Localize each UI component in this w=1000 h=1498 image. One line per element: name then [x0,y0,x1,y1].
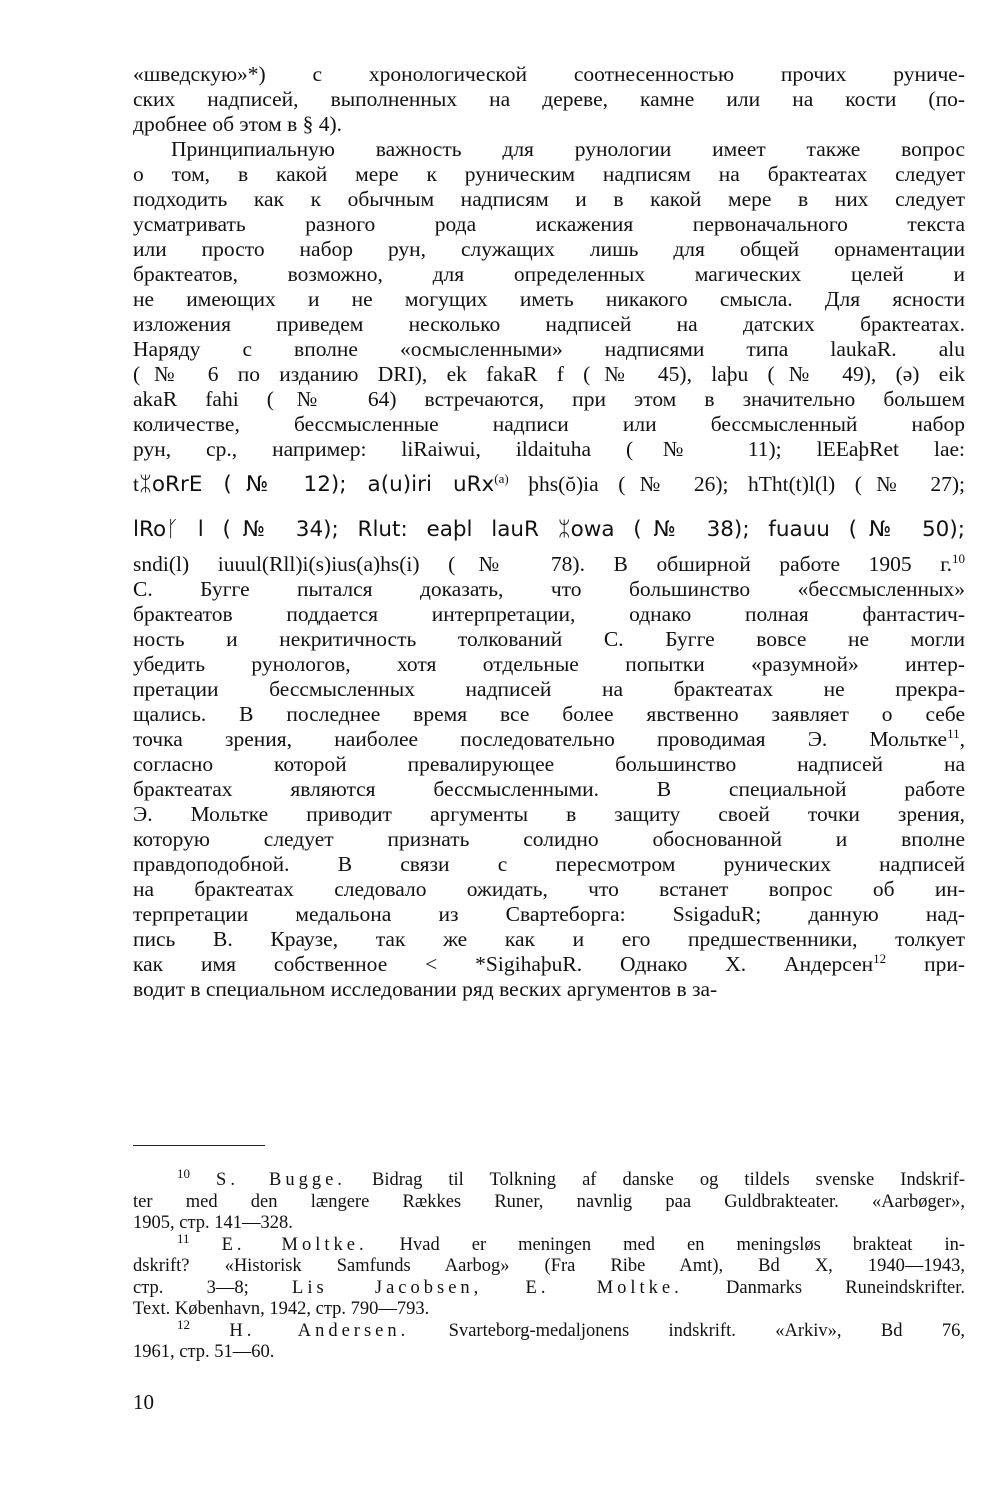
text-line: дробнее об этом в § 4). [133,112,343,136]
footnote-line [133,1278,965,1300]
text-line: подходить как к обычным надписям и в какой мере в них следует [133,187,965,211]
footnote-author: E. Moltke. [525,1277,683,1298]
text-line: согласно которой превалирующее большинство надписей на [133,752,965,776]
footnote-text: Svarteborg-medaljonens indskrift. «Arkiv», Bd 76, [448,1320,966,1341]
text-line [133,727,965,752]
footnote-text: стр. 3—8; [133,1277,249,1298]
text-line: на брактеатах следовало ожидать, что встанет вопрос об ин- [133,877,965,901]
footnote-text: Hvad er meningen med en meningsløs brakteat in- [399,1234,966,1255]
text-line: Принципиальную важность для рунологии имеет также вопрос [171,137,965,161]
footnote-author: E. Moltke. [221,1234,368,1255]
superscript: (a) [494,470,509,486]
footnote-author: H. Andersen. [229,1320,410,1341]
text-line: водит в специальном исследовании ряд веских аргументов в за- [133,977,718,1001]
bind-rune-glyph: ᛯoRrE (№ 12); a(u)iri uRx [138,472,495,497]
footnote-12 [133,1316,966,1343]
footnotes [133,1165,966,1364]
text-fragment: t [133,472,139,496]
text-line: усматривать разного рода искажения первоначального текста [133,212,965,236]
text-line: С. Бугге пытался доказать, что большинство «бессмысленных» [133,577,965,601]
footnote-ref: 12 [873,950,887,966]
footnote-ref: 11 [947,725,960,741]
text-fragment: , [959,727,965,751]
footnote-mark: 11 [177,1230,190,1246]
footnote-ref: 10 [952,550,965,566]
text-line: убедить рунологов, хотя отдельные попытки «разумной» интер- [133,652,965,676]
text-line: брактеатов, возможно, для определенных магических целей и [133,262,965,286]
footnote-author: Lis Jacobsen, [292,1277,483,1298]
text-line: пись В. Краузе, так же как и его предшественники, толкует [133,927,965,951]
text-line: рун, ср., например: liRaiwui, ildaituha (№ 11); lEEaþRet lae: [133,437,965,461]
text-line-runic [133,462,965,507]
footnote-text: 1905, стр. 141—328. [133,1213,293,1233]
footnote-mark: 12 [177,1316,190,1332]
footnote-text: ter med den længere Rækkes Runer, navnlig paa Guldbrakteater. «Aarbøger», [133,1191,965,1212]
footnote-divider [133,1145,265,1146]
footnote-text: Bidrag til Tolkning af danske og tildels svenske Indskrif- [371,1170,966,1190]
footnote-author: S. Bugge. [216,1170,346,1190]
text-line: или просто набор рун, служащих лишь для общей орнаментации [133,237,965,261]
text-line: щались. В последнее время все более явственно заявляет о себе [133,702,965,726]
text-line: Наряду с вполне «осмысленными» надписями типа laukaR. alu [133,337,965,361]
text-fragment: sndi(l) iuuul(Rll)i(s)ius(a)hs(i) (№ 78). В обширной работе 1905 г. [133,552,952,576]
bind-rune-glyph: ᛯowa (№ 38); fuauu (№ 50); [557,517,965,542]
text-fragment: как имя собственное < *SigihaþuR. Однако Х. Андерсен [133,952,874,976]
text-line: терпретации медальона из Свартеборга: SsigaduR; данную над- [133,902,965,926]
text-line: брактеатов поддается интерпретации, однако полная фантастич- [133,602,965,626]
footnote-mark: 10 [177,1165,190,1181]
footnote-10 [133,1165,966,1192]
text-line: (№ 6 по изданию DRI), ek fakaR f (№ 45), laþu (№ 49), (ǝ) eik [133,362,965,386]
footnote-11 [133,1230,966,1257]
text-line: которую следует признать солидно обоснованной и вполне [133,827,965,851]
text-line: Э. Мольтке приводит аргументы в защиту своей точки зрения, [133,802,965,826]
text-line: брактеатах являются бессмысленными. В специальной работе [133,777,965,801]
text-line: «шведскую»*) с хронологической соотнесенностью прочих руниче- [133,62,965,86]
text-line: претации бессмысленных надписей на брактеатах не прекра- [133,677,965,701]
text-fragment: þhs(ŏ)ia (№ 26); hTht(t)l(l) (№ 27); [508,472,965,496]
text-line: не имеющих и не могущих иметь никакого смысла. Для ясности [133,287,965,311]
text-line [133,552,965,577]
text-line: о том, в какой мере к руническим надписям на брактеатах следует [133,162,965,186]
text-line: ность и некритичность толкований С. Бугге вовсе не могли [133,627,965,651]
text-line: ских надписей, выполненных на дереве, камне или на кости (по- [133,87,965,111]
text-fragment: при- [886,952,966,976]
page-number: 10 [133,1390,154,1414]
text-line: akaR fahi (№ 64) встречаются, при этом в значительно большем [133,387,965,411]
rune-fragment: lRoᚴ l (№ 34); Rlut: eaþl lauR [133,517,558,542]
text-line [133,952,965,977]
text-line-runic [133,507,965,552]
footnote-text: 1961, стр. 51—60. [133,1342,275,1362]
main-text [133,62,965,1002]
footnote-text: Text. København, 1942, стр. 790—793. [133,1299,430,1319]
text-line: правдоподобной. В связи с пересмотром рунических надписей [133,852,965,876]
text-line: количестве, бессмысленные надписи или бессмысленный набор [133,412,965,436]
text-fragment: точка зрения, наиболее последовательно проводимая Э. Мольтке [133,727,948,751]
footnote-text: dskrift? «Historisk Samfunds Aarbog» (Fra Ribe Amt), Bd X, 1940—1943, [133,1256,965,1276]
footnote-text: Danmarks Runeindskrifter. [726,1277,965,1298]
text-line: изложения приведем несколько надписей на датских брактеатах. [133,312,965,336]
